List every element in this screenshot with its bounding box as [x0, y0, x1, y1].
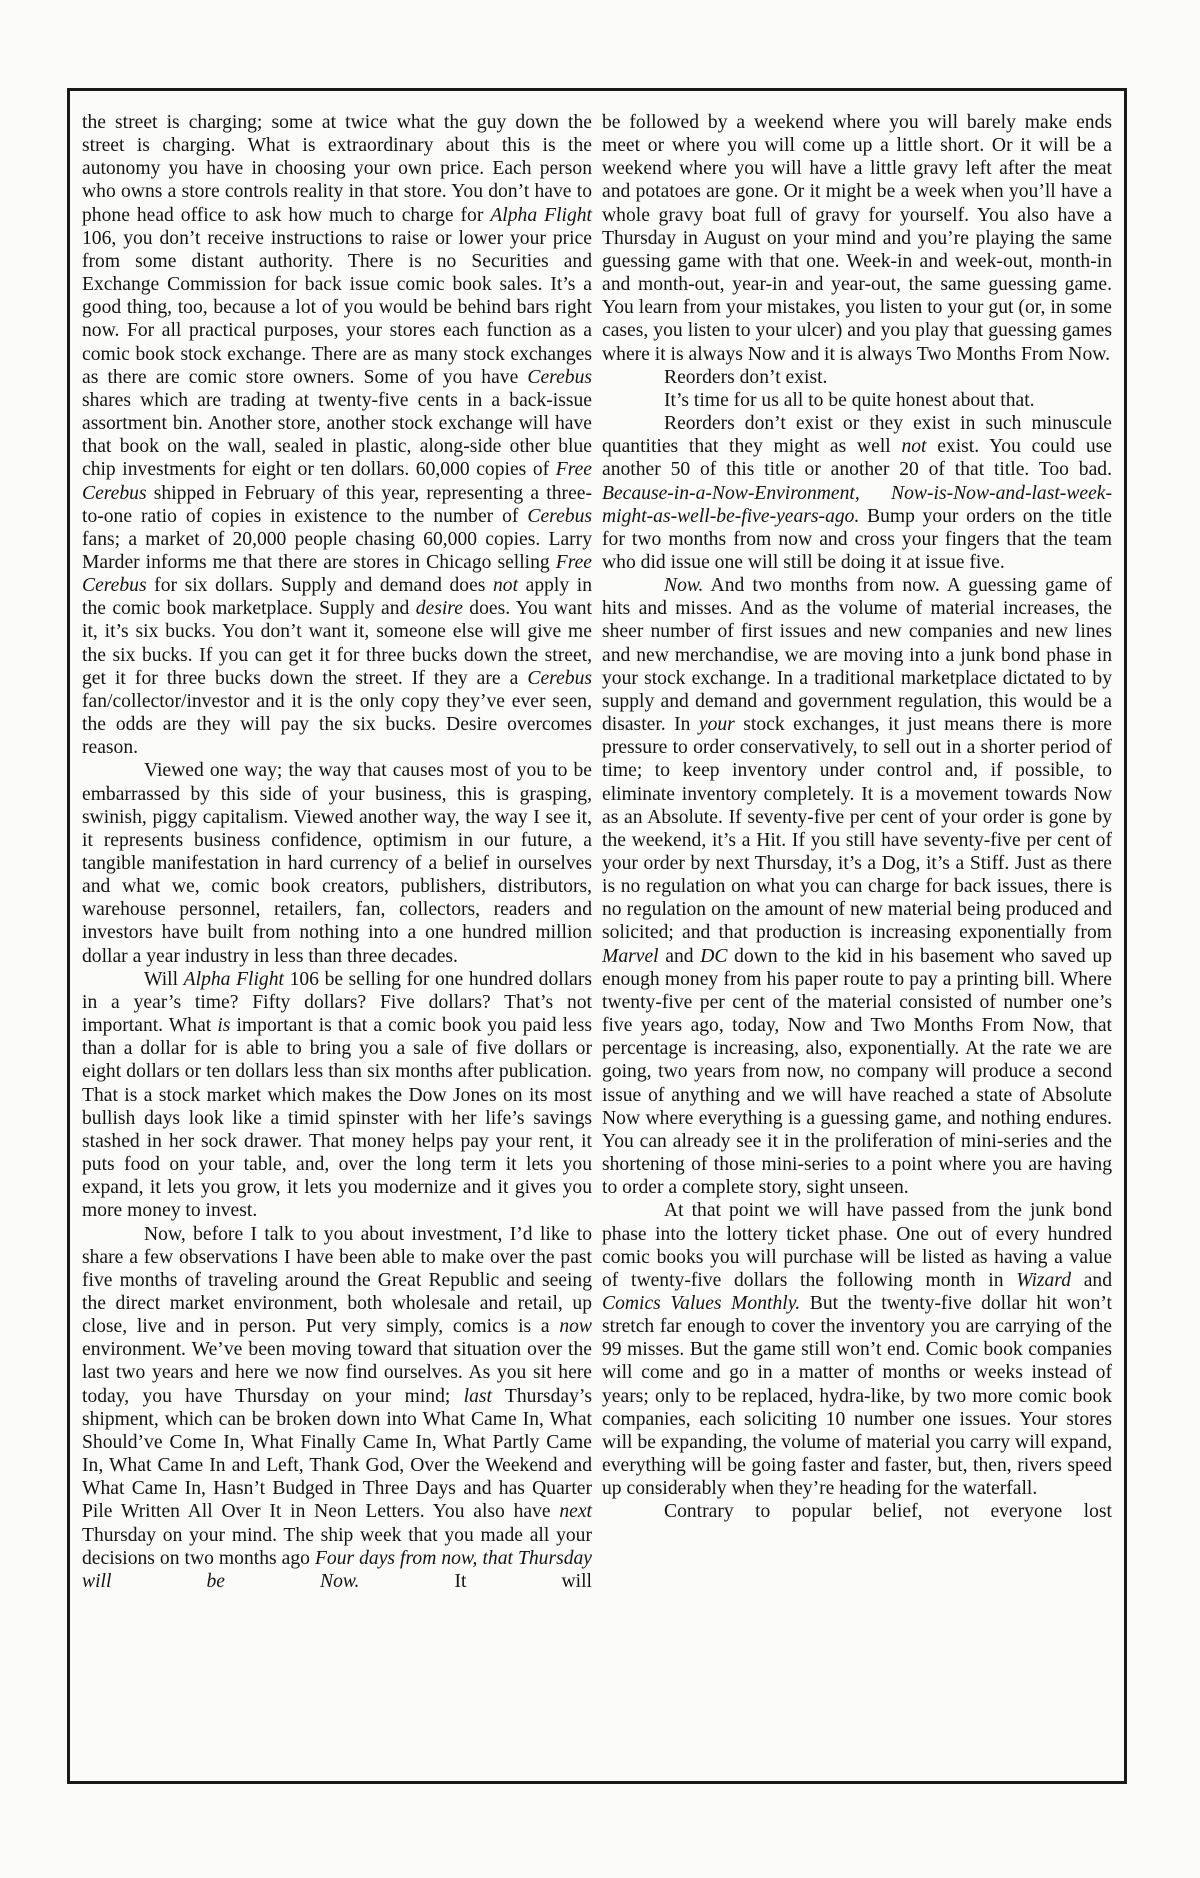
text-run: 106, you don’t receive instructions to raise or lower your price from some distant authority. There is no Securities and Exchange Commission for back issue comic book sales. It’s a good thing, too, because a lot of you would be behind bars right now. For all practical purposes, your stores each function as a comic book stock exchange. There are as many stock exchanges as there are comic store owners. Some of you have — [82, 227, 592, 388]
italic-text-run: your — [698, 714, 735, 736]
italic-text-run: Comics Values Monthly. — [602, 1292, 801, 1314]
paragraph — [602, 574, 1112, 1199]
italic-text-run: Wizard — [1016, 1269, 1072, 1291]
text-run: down to the kid in his basement who saved up enough money from his paper route to pay a printing bill. Where twenty-five per cent of the material consisted of number one’s five years ago, today, Now and Two Months From Now, that percentage is increasing, also, exponentially. At the rate we are going, two years from now, no company will produce a second issue of anything and we will have reached a state of Absolute Now where everything is a guessing game, and nothing endures. You can already see it in the proliferation of mini-series and the shortening of those mini-series to a point where you are having to order a complete story, sight unseen. — [602, 945, 1112, 1199]
text-run: Now, before I talk to you about investment, I’d like to share a few observations I have been able to make over the past five months of traveling around the Great Republic and seeing the direct market environment, both wholesale and retail, up close, live and in person. Put very simply, comics is a — [82, 1223, 592, 1338]
text-run: Viewed one way; the way that causes most of you to be embarrassed by this side of your business, this is grasping, swinish, piggy capitalism. Viewed another way, the way I see it, it represents business confidence, optimism in our future, a tangible manifestation in hard currency of a belief in ourselves and what we, comic book creators, publishers, distributors, warehouse personnel, retailers, fan, collectors, readers and investors have built from nothing into a one hundred million dollar a year industry in less than three decades. — [82, 760, 592, 967]
text-run: Reorders don’t exist. — [664, 366, 828, 388]
text-run: It will — [359, 1570, 592, 1592]
italic-text-run: is — [217, 1015, 231, 1037]
paragraph — [602, 1500, 1112, 1523]
italic-text-run: not — [493, 575, 519, 597]
text-run: shares which are trading at twenty-five cents in a back-issue assortment bin. Another store, another stock exchange will have that book on the wall, sealed in plastic, along-side other blue chip investments for eight or ten dollars. 60,000 copies of — [82, 389, 592, 481]
text-run: At that point we will have passed from the junk bond phase into the lottery ticket phase. One out of every hundred comic books you will purchase will be listed as having a value of twenty-five dollars the following month in — [602, 1200, 1112, 1291]
text-run: stock exchanges, it just means there is more pressure to order conservatively, to sell out in a shorter period of time; to keep inventory under control and, if possible, to eliminate inventory completely. It is a movement towards Now as an Absolute. If seventy-five per cent of your order is gone by the weekend, it’s a Hit. If you still have seventy-five per cent of your order by next Thursday, it’s a Dog, it’s a Stiff. Just as there is no regulation on what you can charge for back issues, there is no regulation on the amount of new material being produced and solicited; and that production is increasing exponentially from — [602, 714, 1112, 944]
text-run: Thursday’s shipment, which can be broken down into What Came In, What Should’ve Come In, What Finally Came In, What Partly Came In, What Came In and Left, Thank God, Over the Weekend and What Came In, Hasn’t Budged in Three Days and has Quarter Pile Written All Over It in Neon Letters. You also have — [82, 1385, 592, 1523]
right-text-column — [602, 111, 1112, 1524]
text-run: environment. We’ve been moving toward that situation over the last two years and here we now find ourselves. As you sit here today, you have Thursday on your mind; — [82, 1339, 592, 1407]
italic-text-run: desire — [415, 598, 463, 620]
paragraph — [602, 412, 1112, 574]
page-border-frame — [67, 88, 1127, 1784]
italic-text-run: Free Cerebus — [82, 459, 592, 504]
italic-text-run: DC — [700, 945, 728, 967]
italic-text-run: Alpha Flight — [183, 968, 284, 990]
text-run: Thursday on your mind. The ship week that you made all your decisions on two months ago — [82, 1524, 592, 1569]
text-run: exist. You could use another 50 of this title or another 20 of that title. Too bad. — [602, 436, 1112, 481]
text-run: the street is charging; some at twice what the guy down the street is charging. What is extraordinary about this is the autonomy you have in choosing your own price. Each person who owns a store controls reality in that store. You don’t have to phone head office to ask how much to charge for — [82, 112, 592, 226]
italic-text-run: last — [463, 1385, 492, 1407]
text-run: fan/collector/investor and it is the only copy they’ve ever seen, the odds are they will pay the six bucks. Desire overcomes reason. — [82, 690, 592, 759]
italic-text-run: now — [559, 1316, 592, 1338]
text-run: 106 be selling for one hundred dollars in a year’s time? Fifty dollars? Five dollars? That’s not important. What — [82, 968, 592, 1037]
text-run: fans; a market of 20,000 people chasing 60,000 copies. Larry Marder informs me that there are stores in Chicago selling — [82, 528, 592, 573]
text-run: But the twenty-five dollar hit won’t stretch far enough to cover the inventory you are carrying of the 99 misses. But the game still won’t end. Comic book companies will come and go in a matter of months or weeks instead of years; only to be replaced, hydra-like, by two more comic book companies, each soliciting 10 number one issues. Your stores will be expanding, the volume of material you carry will expand, everything will be going faster and faster, but, then, rivers speed up considerably when they’re heading for the waterfall. — [602, 1292, 1112, 1500]
paragraph — [82, 968, 592, 1223]
text-run: shipped in February of this year, representing a three-to-one ratio of copies in existence to the number of — [82, 482, 592, 527]
italic-text-run: next — [559, 1501, 592, 1523]
italic-text-run: Alpha Flight — [490, 204, 592, 226]
text-run: important is that a comic book you paid less than a dollar for is able to bring you a sale of five dollars or eight dollars or ten dollars less than six months after publication. That is a stock market which makes the Dow Jones on its most bullish days look like a timid spinster with her life’s savings stashed in her sock drawer. That money helps pay your rent, it puts food on your table, and, over the long term it lets you expand, it lets you grow, it lets you modernize and it gives you more money to invest. — [82, 1015, 592, 1222]
paragraph — [82, 111, 592, 759]
italic-text-run: not — [901, 436, 927, 458]
paragraph — [602, 389, 1112, 412]
text-run: Reorders don’t exist or they exist in such minuscule quantities that they might as well — [602, 413, 1112, 458]
paragraph — [602, 366, 1112, 389]
text-run: apply in the comic book marketplace. Supply and — [82, 575, 592, 620]
text-run: Will — [144, 968, 184, 990]
text-run: It’s time for us all to be quite honest about that. — [664, 389, 1035, 411]
text-run: And two months from now. A guessing game of hits and misses. And as the volume of material increases, the sheer number of first issues and new companies and new lines and new merchandise, we are moving into a junk bond phase in your stock exchange. In a traditional marketplace dictated to by supply and demand and government regulation, this would be a disaster. In — [602, 575, 1112, 736]
text-run: for six dollars. Supply and demand does — [146, 575, 493, 597]
text-run: Bump your orders on the title for two months from now and cross your fingers that the team who did issue one will still be doing it at issue five. — [602, 505, 1112, 573]
italic-text-run: Four days from now, that Thursday will be Now. — [82, 1547, 592, 1592]
paragraph — [602, 1199, 1112, 1500]
italic-text-run: Free Cerebus — [82, 551, 592, 597]
text-run: be followed by a weekend where you will barely make ends meet or where you will come up a little short. Or it will be a weekend where you will have a little gravy left after the meat and potatoes are gone. Or it might be a week when you’ll have a whole gravy boat full of gravy for yourself. You also have a Thursday in August on your mind and you’re playing the same guessing game with that one. Week-in and week-out, month-in and month-out, year-in and year-out, the same guessing game. You learn from your mistakes, you listen to your gut (or, in some cases, you listen to your ulcer) and you play that guessing games where it is always Now and it is always Two Months From Now. — [602, 112, 1112, 365]
italic-text-run: Cerebus — [527, 667, 592, 689]
paragraph — [82, 1223, 592, 1594]
italic-text-run: Cerebus — [527, 505, 592, 527]
paragraph — [82, 759, 592, 967]
italic-text-run: Now. — [664, 575, 704, 597]
paragraph — [602, 111, 1112, 366]
text-run: Contrary to popular belief, not everyone lost — [664, 1501, 1112, 1523]
italic-text-run: Marvel — [602, 945, 659, 967]
text-run: does. You want it, it’s six bucks. You don’t want it, someone else will give me the six bucks. If you can get it for three bucks down the street, get it for three bucks down the street. If they are a — [82, 598, 592, 689]
left-text-column — [82, 111, 592, 1593]
italic-text-run: Because-in-a-Now-Environment, Now-is-Now-and-last-week-might-as-well-be-five-years-ago. — [602, 482, 1112, 527]
italic-text-run: Cerebus — [527, 366, 592, 388]
text-run: and — [658, 945, 701, 967]
text-run: and — [1071, 1269, 1112, 1291]
